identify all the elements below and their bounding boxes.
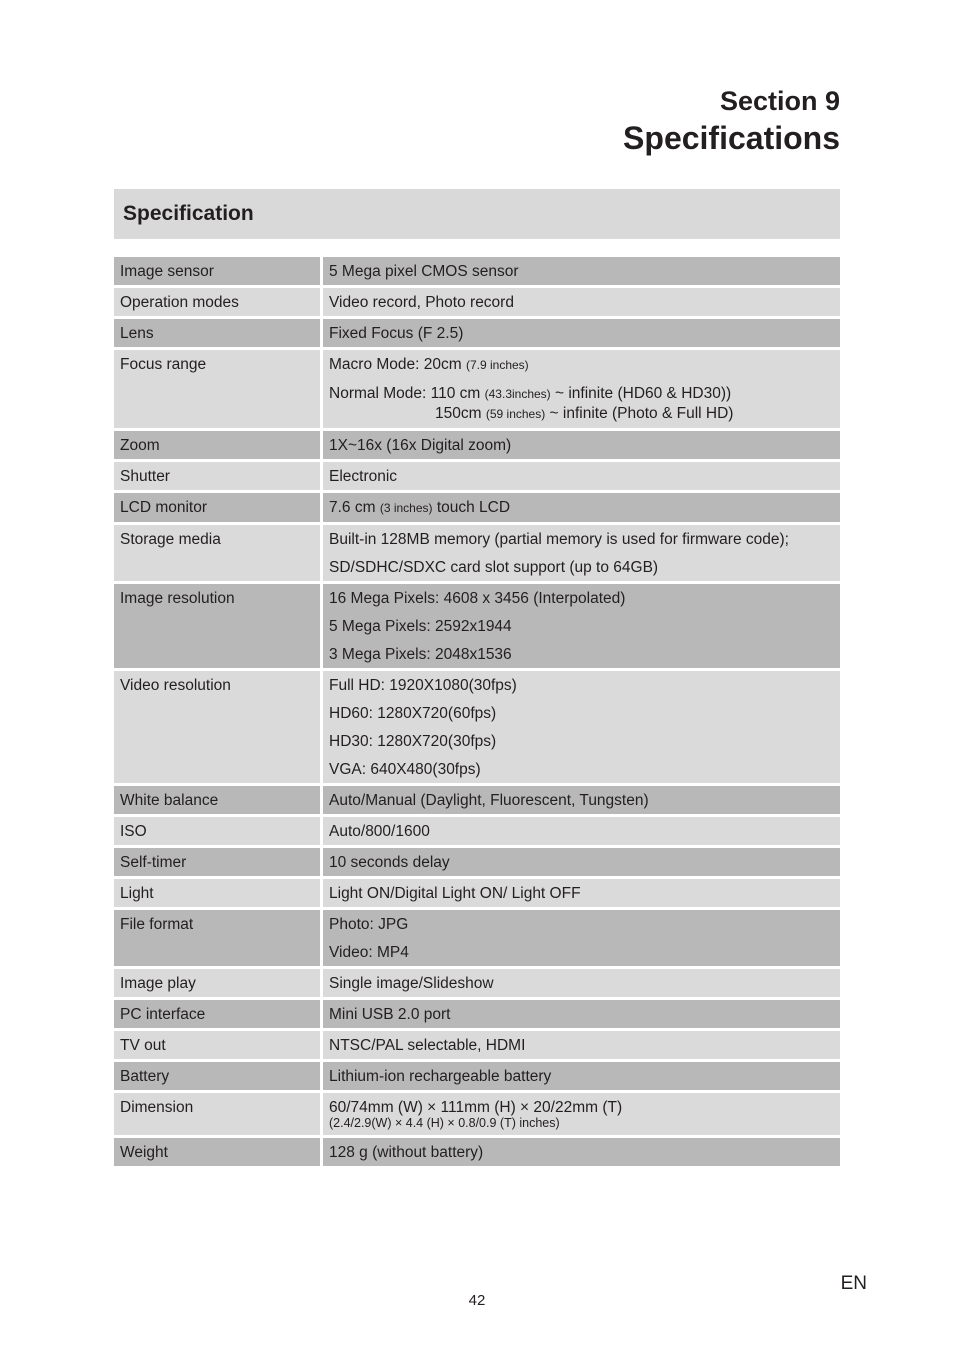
value-text: touch LCD — [432, 499, 511, 516]
value-inches: (43.3inches) — [484, 387, 551, 401]
spec-label: Lens — [114, 319, 320, 347]
table-row — [114, 462, 840, 490]
spec-value-line: 3 Mega Pixels: 2048x1536 — [329, 646, 512, 663]
spec-value — [323, 910, 840, 966]
spec-label: Video resolution — [114, 671, 320, 783]
value-inches: (3 inches) — [379, 501, 433, 515]
table-row — [114, 1031, 840, 1059]
spec-label: Storage media — [114, 525, 320, 581]
table-row — [114, 1138, 840, 1166]
spec-value-line: Lithium-ion rechargeable battery — [329, 1068, 552, 1085]
table-row — [114, 848, 840, 876]
spec-label: Zoom — [114, 431, 320, 459]
spec-label: Light — [114, 879, 320, 907]
spec-value-line: 60/74mm (W) × 111mm (H) × 20/22mm (T) — [329, 1099, 623, 1116]
spec-value-line: Electronic — [329, 468, 398, 485]
spec-value — [323, 817, 840, 845]
table-row — [114, 879, 840, 907]
spec-label: Shutter — [114, 462, 320, 490]
spec-value-line: Auto/Manual (Daylight, Fluorescent, Tungsten) — [329, 792, 649, 809]
spec-value — [323, 584, 840, 668]
section-label: Section 9 — [719, 86, 840, 116]
spec-value-line — [329, 385, 834, 403]
spec-value-line: 1X~16x (16x Digital zoom) — [329, 437, 512, 454]
table-row — [114, 319, 840, 347]
value-text: ~ infinite (HD60 & HD30)) — [550, 385, 732, 402]
table-row — [114, 584, 840, 668]
spec-label: Weight — [114, 1138, 320, 1166]
spec-value — [323, 257, 840, 285]
table-row — [114, 1093, 840, 1135]
spec-label: White balance — [114, 786, 320, 814]
table-row — [114, 288, 840, 316]
spec-label: Operation modes — [114, 288, 320, 316]
table-row — [114, 910, 840, 966]
spec-label: TV out — [114, 1031, 320, 1059]
spec-label: Image resolution — [114, 584, 320, 668]
value-text: 7.6 cm — [329, 499, 380, 516]
spec-value-line: Single image/Slideshow — [329, 975, 494, 992]
spec-value-line: Full HD: 1920X1080(30fps) — [329, 677, 517, 694]
table-row — [114, 525, 840, 581]
spec-value-line: HD30: 1280X720(30fps) — [329, 733, 497, 750]
spec-label: Focus range — [114, 350, 320, 428]
spec-label: Dimension — [114, 1093, 320, 1135]
spec-value — [323, 493, 840, 522]
spec-value — [323, 969, 840, 997]
table-row — [114, 817, 840, 845]
value-text: Macro Mode: 20cm — [329, 356, 466, 373]
spec-value-line: Photo: JPG — [329, 916, 409, 933]
spec-value — [323, 319, 840, 347]
spec-label: ISO — [114, 817, 320, 845]
value-inches: (59 inches) — [485, 407, 546, 421]
spec-value-line: Light ON/Digital Light ON/ Light OFF — [329, 885, 581, 902]
spec-value — [323, 1062, 840, 1090]
spec-value — [323, 879, 840, 907]
spec-label: Battery — [114, 1062, 320, 1090]
spec-label: Image play — [114, 969, 320, 997]
spec-value-line — [329, 499, 834, 517]
spec-value — [323, 525, 840, 581]
spec-value — [323, 1031, 840, 1059]
table-row — [114, 350, 840, 428]
spec-label: LCD monitor — [114, 493, 320, 522]
spec-value — [323, 462, 840, 490]
spec-value — [323, 786, 840, 814]
spec-value-line: 5 Mega pixel CMOS sensor — [329, 263, 519, 280]
table-row — [114, 786, 840, 814]
spec-label: Self-timer — [114, 848, 320, 876]
spec-value — [323, 848, 840, 876]
spec-value-line: NTSC/PAL selectable, HDMI — [329, 1037, 526, 1054]
page-header — [623, 84, 840, 158]
spec-value-line: VGA: 640X480(30fps) — [329, 761, 481, 778]
page-number: 42 — [468, 1292, 486, 1309]
spec-value-line: Fixed Focus (F 2.5) — [329, 325, 464, 342]
spec-value-line: HD60: 1280X720(60fps) — [329, 705, 497, 722]
spec-value-subline: (2.4/2.9(W) × 4.4 (H) × 0.8/0.9 (T) inches) — [329, 1116, 560, 1130]
spec-label: Image sensor — [114, 257, 320, 285]
spec-value-line: 16 Mega Pixels: 4608 x 3456 (Interpolated) — [329, 590, 626, 607]
value-inches: (7.9 inches) — [465, 358, 529, 372]
value-text: ~ infinite (Photo & Full HD) — [545, 405, 734, 422]
spec-value — [323, 1093, 840, 1135]
spec-value-line: 128 g (without battery) — [329, 1144, 484, 1161]
specification-banner — [114, 189, 840, 239]
table-row — [114, 671, 840, 783]
spec-value — [323, 671, 840, 783]
spec-value-line — [329, 356, 834, 374]
spec-value-line: Video record, Photo record — [329, 294, 514, 311]
spec-value-line — [329, 405, 834, 423]
table-row — [114, 1062, 840, 1090]
value-text: 150cm — [435, 405, 486, 422]
table-row — [114, 969, 840, 997]
specifications-table — [114, 254, 840, 1169]
spec-label: PC interface — [114, 1000, 320, 1028]
banner-title: Specification — [123, 202, 254, 225]
spec-value — [323, 350, 840, 428]
spec-label: File format — [114, 910, 320, 966]
table-row — [114, 257, 840, 285]
spec-value — [323, 1000, 840, 1028]
spec-value-line: SD/SDHC/SDXC card slot support (up to 64GB) — [329, 559, 659, 576]
spec-value-line: 5 Mega Pixels: 2592x1944 — [329, 618, 512, 635]
spec-value-line: Built-in 128MB memory (partial memory is used for firmware code); — [329, 531, 789, 548]
table-row — [114, 431, 840, 459]
table-row — [114, 1000, 840, 1028]
spec-value — [323, 288, 840, 316]
spec-value-line: Video: MP4 — [329, 944, 409, 961]
page-title: Specifications — [623, 120, 840, 156]
spec-value-line: Auto/800/1600 — [329, 823, 430, 840]
spec-value-line: 10 seconds delay — [329, 854, 450, 871]
language-code: EN — [840, 1273, 867, 1294]
table-row — [114, 493, 840, 522]
value-text: Normal Mode: 110 cm — [329, 385, 485, 402]
spec-value-line: Mini USB 2.0 port — [329, 1006, 451, 1023]
spec-value — [323, 1138, 840, 1166]
spec-value — [323, 431, 840, 459]
